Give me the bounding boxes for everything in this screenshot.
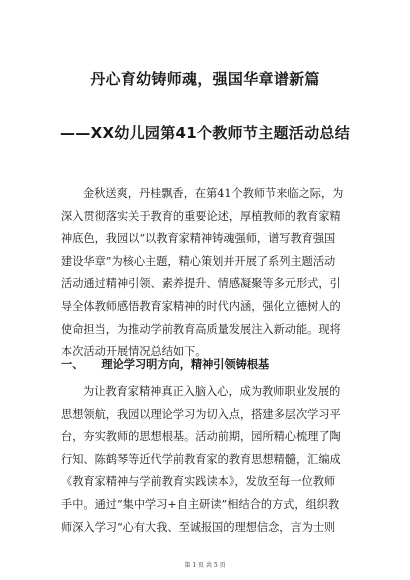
paragraph-line: 师深入学习“心有大我、至诚报国的理想信念，言为士则 (61, 520, 336, 534)
paragraph-line: 建设华章”为核心主题，精心策划并开展了系列主题活动 (61, 254, 336, 268)
document-title: 丹心育幼铸师魂，强国华章谱新篇 (90, 70, 320, 88)
paragraph-line: 手中。通过“集中学习+自主研读”相结合的方式，组织教 (61, 497, 340, 511)
document-subtitle: ——XX幼儿园第41个教师节主题活动总结 (59, 124, 350, 142)
page-number-footer: 第 1 页 共 5 页 (184, 562, 226, 569)
paragraph-line: 金秋送爽，丹桂飘香，在第41个教师节来临之际，为 (83, 187, 344, 200)
paragraph-line: 行知、陈鹤琴等近代学前教育家的教育思想精髓，汇编成 (61, 452, 341, 466)
paragraph-line: 使命担当，为推动学前教育高质量发展注入新动能。现将 (61, 322, 341, 336)
paragraph-line: 思想领航，我园以理论学习为切入点，搭建多层次学习平 (61, 407, 341, 421)
paragraph-line: 《教育家精神与学前教育实践读本》，发放至每一位教师 (61, 475, 336, 489)
paragraph-line: 台，夯实教师的思想根基。活动前期，园所精心梳理了陶 (61, 430, 341, 444)
section-heading (61, 356, 269, 372)
paragraph-line: 导全体教师感悟教育家精神的时代内涵，强化立德树人的 (61, 299, 341, 313)
section-heading-text: 理论学习明方向，精神引领铸根基 (101, 357, 270, 371)
intro-paragraph (61, 183, 349, 364)
paragraph-line: 神底色，我园以“以教育家精神铸魂强师，谱写教育强国 (61, 232, 336, 246)
section-number: 一、 (61, 357, 84, 371)
paragraph-line: 活动通过精神引领、素养提升、情感凝聚等多元形式，引 (61, 277, 341, 291)
section-paragraph (61, 381, 349, 539)
paragraph-line: 为让教育家精神真正入脑入心，成为教师职业发展的 (83, 385, 341, 398)
paragraph-line: 深入贯彻落实关于教育的重要论述，厚植教师的教育家精 (61, 209, 341, 223)
paragraph-line: 本次活动开展情况总结如下。 (61, 345, 207, 359)
